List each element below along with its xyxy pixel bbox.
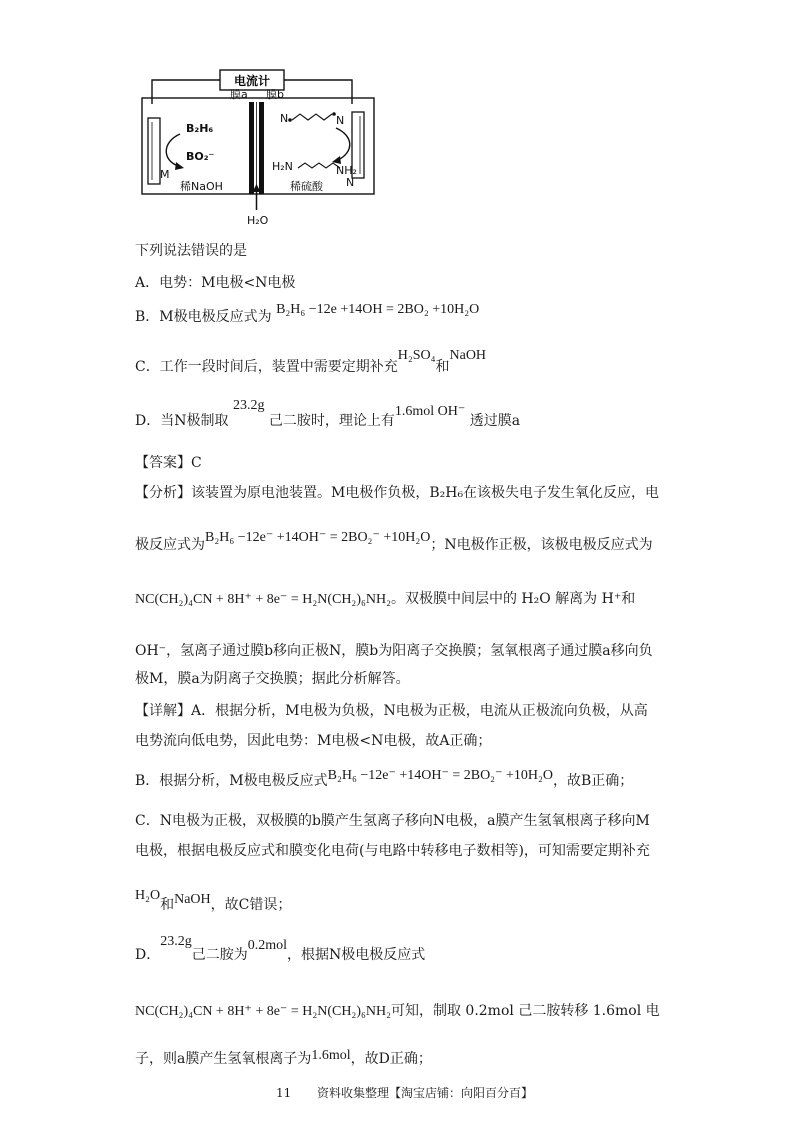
detail-line-3 [135, 770, 633, 790]
option-d-amount: 1.6mol OH⁻ [394, 404, 466, 419]
page-number: 11 [276, 1086, 292, 1100]
analysis-line-3-suffix: 。双极膜中间层中的 H₂O 解离为 H⁺和 [390, 591, 636, 607]
detail-line-6-mid: 和 [160, 897, 175, 913]
option-d-mass: 23.2g [232, 398, 265, 413]
meter-label: 电流计 [233, 74, 271, 88]
amine-left-label: H₂N [272, 160, 293, 173]
detail-line-6-suffix: ，故C错误； [210, 897, 292, 913]
detail-line-8 [135, 1000, 660, 1020]
nitrile-n-right: N [336, 114, 345, 127]
detail-line-6-f2: NaOH [174, 892, 211, 907]
question-prompt: 下列说法错误的是 [135, 243, 247, 259]
detail-formula-1: B₂H₆ −12e⁻ +14OH⁻ = 2BO₂⁻ +10H₂O [327, 768, 553, 783]
wire [284, 80, 352, 104]
nitrile-n-left: N [280, 112, 289, 125]
page-footer [276, 1084, 533, 1101]
option-c-f2: NaOH [449, 348, 487, 363]
answer: 【答案】C [135, 455, 202, 471]
right-solution-label: 稀硫酸 [290, 180, 323, 193]
analysis-line-5: 极M，膜a为阴离子交换膜；据此分析解答。 [135, 671, 410, 687]
option-d-mid: 己二胺时，理论上有 [268, 413, 395, 429]
electrolysis-diagram [140, 62, 380, 232]
membrane-a [249, 102, 254, 194]
analysis-line-3 [135, 588, 635, 608]
detail-line-6-f1: H₂O [135, 888, 161, 903]
option-d[interactable] [135, 398, 521, 430]
option-b-formula: B₂H₆ −12e +14OH = 2BO₂ +10H₂O [276, 302, 480, 317]
detail-line-3-suffix: ，故B正确； [552, 773, 634, 789]
detail-line-5: 电极，根据电极反应式和膜变化电荷(与电路中转移电子数相等)，可知需要定期补充 [135, 843, 650, 859]
left-solution-label: 稀NaOH [180, 180, 223, 193]
detail-line-2: 电势流向低电势，因此电势：M电极<N电极，故A正确； [135, 733, 492, 749]
analysis-line-1: 【分析】该装置为原电池装置。M电极作负极，B₂H₆在该极失电子发生氧化反应，电 [135, 485, 660, 501]
electrode-m [148, 118, 160, 184]
right-reaction-arrow [336, 128, 350, 160]
footer-text: 资料收集整理【淘宝店铺：向阳百分百】 [316, 1086, 533, 1100]
detail-line-7-mass: 23.2g [160, 934, 192, 949]
water-label: H₂O [247, 214, 269, 227]
analysis-line-2-prefix: 极反应式为 [135, 537, 205, 553]
b2h6-label: B₂H₆ [186, 122, 214, 135]
detail-line-7-suffix: ，根据N极电极反应式 [287, 947, 426, 963]
detail-line-9-prefix: 子，则a膜产生氢氧根离子为 [135, 1051, 312, 1067]
option-b[interactable] [135, 302, 480, 326]
analysis-line-2-suffix: ；N电极作正极，该极电极反应式为 [430, 537, 653, 553]
option-d-prefix: D．当N极制取 [135, 413, 229, 429]
detail-line-6 [135, 888, 292, 914]
bo2-label: BO₂⁻ [186, 150, 215, 163]
detail-line-9-suffix: ，故D正确； [350, 1051, 432, 1067]
amine-chain [298, 163, 340, 168]
detail-line-1: 【详解】A．根据分析，M电极为负极，N电极为正极，电流从正极流向负极，从高 [135, 703, 648, 719]
analysis-formula-1: B₂H₆ −12e⁻ +14OH⁻ = 2BO₂⁻ +10H₂O [205, 530, 431, 545]
n-label: N [346, 176, 355, 189]
detail-line-4: C．N电极为正极，双极膜的b膜产生氢离子移向N电极，a膜产生氢氧根离子移向M [135, 813, 650, 829]
analysis-line-4: OH⁻，氢离子通过膜b移向正极N，膜b为阳离子交换膜；氢氧根离子通过膜a移向负 [135, 643, 653, 659]
option-c-f1: H₂SO₄ [397, 348, 436, 363]
amine-right-label: NH₂ [336, 164, 357, 177]
detail-line-9-mol: 1.6mol [311, 1048, 351, 1063]
analysis-formula-2: NC(CH₂)₄CN + 8H⁺ + 8e⁻ = H₂N(CH₂)₆NH₂ [135, 592, 391, 607]
detail-line-7-prefix: D． [135, 947, 161, 963]
cell-container [142, 98, 374, 194]
option-b-prefix: B．M极电极反应式为 [135, 309, 272, 325]
option-c-mid: 和 [435, 359, 450, 375]
left-reaction-arrow [166, 134, 180, 166]
detail-line-7 [135, 934, 426, 964]
detail-formula-2: NC(CH₂)₄CN + 8H⁺ + 8e⁻ = H₂N(CH₂)₆NH₂ [135, 1004, 391, 1019]
wire [152, 80, 220, 104]
detail-line-8-suffix: 可知，制取 0.2mol 己二胺转移 1.6mol 电 [390, 1003, 660, 1019]
membrane-b-label: 膜b [266, 88, 284, 101]
detail-line-9 [135, 1048, 432, 1068]
analysis-line-2 [135, 530, 653, 554]
option-d-suffix: 透过膜a [469, 413, 521, 429]
option-a[interactable]: A．电势：M电极<N电极 [135, 275, 296, 291]
option-c[interactable] [135, 348, 487, 376]
detail-line-7-mol: 0.2mol [247, 938, 288, 953]
membrane-b [259, 102, 264, 194]
detail-line-3-prefix: B．根据分析，M极电极反应式 [135, 773, 328, 789]
nitrile-chain [292, 114, 332, 120]
m-label: M [160, 168, 170, 181]
option-c-prefix: C．工作一段时间后，装置中需要定期补充 [135, 359, 398, 375]
detail-line-7-mid: 己二胺为 [191, 947, 248, 963]
membrane-a-label: 膜a [230, 88, 248, 101]
